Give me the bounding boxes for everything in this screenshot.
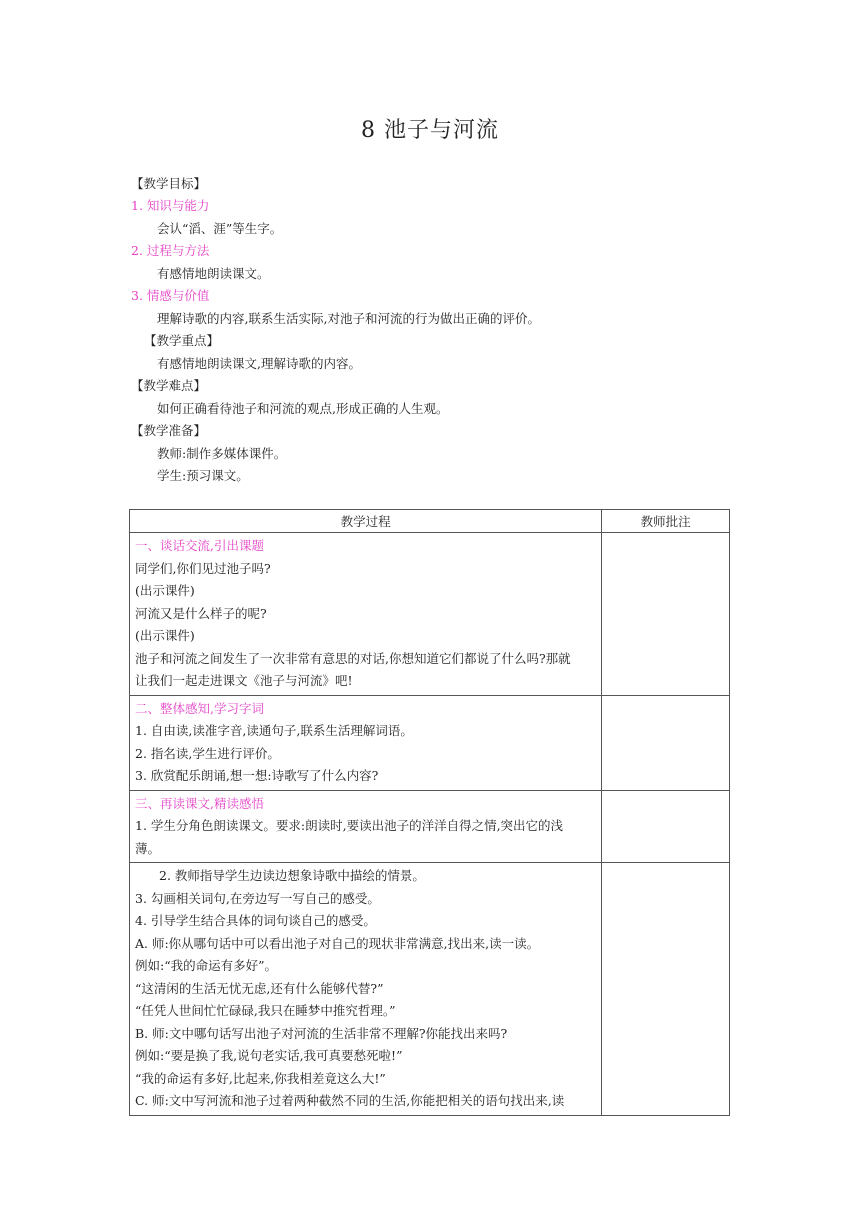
table-row xyxy=(130,863,730,1116)
section-heading: 一、谈话交流,引出课题 xyxy=(135,538,264,553)
process-line: “任凭人世间忙忙碌碌,我只在睡梦中推究哲理。” xyxy=(135,1003,396,1018)
process-line: 1. 自由读,读准字音,读通句子,联系生活理解词语。 xyxy=(135,723,413,738)
process-line: 让我们一起走进课文《池子与河流》吧! xyxy=(135,673,353,688)
table-row xyxy=(130,695,730,790)
preparation-teacher: 教师:制作多媒体课件。 xyxy=(157,446,287,461)
header-process: 教学过程 xyxy=(130,510,602,533)
process-line: 例如:“要是换了我,说句老实话,我可真要愁死啦!” xyxy=(135,1048,403,1063)
process-line: “这清闲的生活无忧无虑,还有什么能够代替?” xyxy=(135,980,384,996)
process-line: 2. 教师指导学生边读边想象诗歌中描绘的情景。 xyxy=(159,868,425,883)
process-cell-3 xyxy=(130,790,602,863)
process-line: “我的命运有多好,比起来,你我相差竟这么大!” xyxy=(135,1070,386,1086)
table-row xyxy=(130,790,730,863)
process-line: 同学们,你们见过池子吗? xyxy=(135,560,271,576)
notes-cell-2 xyxy=(602,695,730,790)
table-row xyxy=(130,533,730,696)
heading-objectives: 【教学目标】 xyxy=(131,176,207,191)
process-line: A. 师:你从哪句话中可以看出池子对自己的现状非常满意,找出来,读一读。 xyxy=(135,935,540,951)
process-line: 1. 学生分角色朗读课文。要求:朗读时,要读出池子的洋洋自得之情,突出它的浅 xyxy=(135,818,564,833)
difficulties-body: 如何正确看待池子和河流的观点,形成正确的人生观。 xyxy=(157,401,449,416)
process-line: (出示课件) xyxy=(135,628,195,643)
process-cell-4 xyxy=(130,863,602,1116)
process-cell-2 xyxy=(130,695,602,790)
key-points-body: 有感情地朗读课文,理解诗歌的内容。 xyxy=(157,356,361,371)
heading-key-points: 【教学重点】 xyxy=(144,333,220,348)
teaching-process-table xyxy=(129,509,730,1116)
notes-cell-3 xyxy=(602,790,730,863)
objective-3-title: 3. 情感与价值 xyxy=(131,288,210,303)
process-line: 薄。 xyxy=(135,840,161,856)
preparation-student: 学生:预习课文。 xyxy=(157,468,249,483)
process-line: 2. 指名读,学生进行评价。 xyxy=(135,745,280,761)
process-line: 例如:“我的命运有多好”。 xyxy=(135,958,277,973)
objective-3-body: 理解诗歌的内容,联系生活实际,对池子和河流的行为做出正确的评价。 xyxy=(157,311,540,326)
section-heading: 三、再读课文,精读感悟 xyxy=(135,795,264,811)
notes-cell-4 xyxy=(602,863,730,1116)
heading-preparation: 【教学准备】 xyxy=(131,423,207,438)
page-title: 8 池子与河流 xyxy=(361,118,499,143)
notes-cell-1 xyxy=(602,533,730,696)
header-notes: 教师批注 xyxy=(602,510,730,533)
process-line: 河流又是什么样子的呢? xyxy=(135,605,267,621)
process-line: 4. 引导学生结合具体的词句谈自己的感受。 xyxy=(135,913,376,928)
objective-1-title: 1. 知识与能力 xyxy=(131,198,210,213)
process-line: 3. 欣赏配乐朗诵,想一想:诗歌写了什么内容? xyxy=(135,768,379,783)
objective-1-body: 会认“滔、涯”等生字。 xyxy=(157,221,283,236)
process-line: B. 师:文中哪句话写出池子对河流的生活非常不理解?你能找出来吗? xyxy=(135,1025,508,1041)
heading-difficulties: 【教学难点】 xyxy=(131,378,207,393)
objective-2-body: 有感情地朗读课文。 xyxy=(157,266,270,281)
process-line: 池子和河流之间发生了一次非常有意思的对话,你想知道它们都说了什么吗?那就 xyxy=(135,650,571,666)
objective-2-title: 2. 过程与方法 xyxy=(131,243,210,258)
process-line: 3. 勾画相关词句,在旁边写一写自己的感受。 xyxy=(135,890,380,906)
section-heading: 二、整体感知,学习字词 xyxy=(135,700,264,716)
process-line: C. 师:文中写河流和池子过着两种截然不同的生活,你能把相关的语句找出来,读 xyxy=(135,1093,565,1108)
process-cell-1 xyxy=(130,533,602,696)
table-header-row xyxy=(130,510,730,533)
process-line: (出示课件) xyxy=(135,583,195,598)
